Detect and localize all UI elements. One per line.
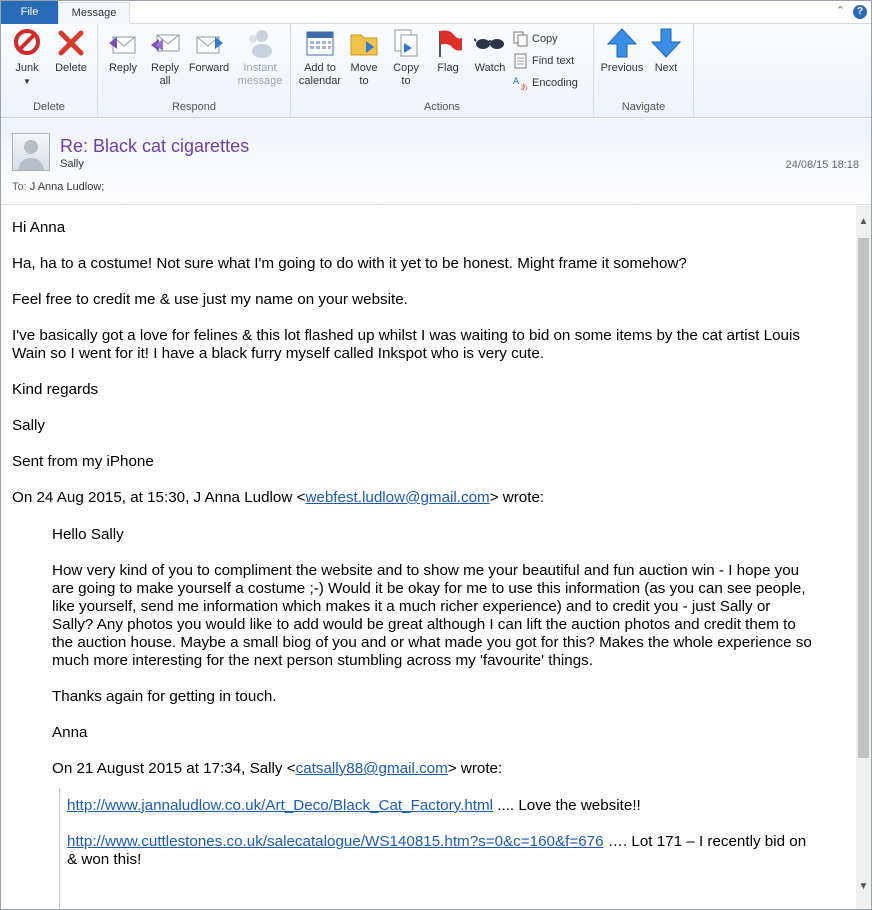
next-button[interactable] bbox=[648, 27, 684, 75]
quote1-paragraph: How very kind of you to compliment the website and to show me your beautiful and fun auction win - I hope you are going to make yourself a costume ;-) Would it be okay for me to use this information (as you can see people, like yourself, send me information which makes it a much richer experience) and to credit you - just Sally or Sally? Any photos you would like to add would be great although I can lift the auction photos and credit them to the auction house. Maybe a small biog of you and or what made you got for this? Makes the whole experience so much more interesting for the next person stumbling across my 'favourite' things. bbox=[52, 562, 812, 669]
quote2-intro-pre: On 21 August 2015 at 17:34, Sally < bbox=[52, 760, 296, 777]
instant-message-label-1: Instant bbox=[243, 62, 277, 74]
tab-message[interactable]: Message bbox=[58, 2, 130, 25]
forward-button[interactable] bbox=[187, 27, 231, 75]
flag-label: Flag bbox=[437, 62, 459, 74]
copy-label: Copy bbox=[532, 33, 558, 45]
reply-all-icon bbox=[149, 27, 181, 59]
copy-to-label-2: to bbox=[401, 75, 411, 87]
junk-button[interactable] bbox=[9, 27, 45, 88]
message-body bbox=[1, 206, 856, 909]
tab-file[interactable]: File bbox=[1, 1, 58, 24]
svg-text:あ: あ bbox=[520, 83, 528, 92]
quote1-email-link[interactable]: webfest.ludlow@gmail.com bbox=[305, 489, 490, 506]
next-label: Next bbox=[654, 62, 678, 74]
quote2-link-2[interactable]: http://www.cuttlestones.co.uk/salecatalogue/WS140815.htm?s=0&c=160&f=676 bbox=[67, 833, 604, 850]
group-delete bbox=[1, 24, 98, 116]
forward-label: Forward bbox=[188, 62, 230, 74]
flag-icon bbox=[432, 27, 464, 59]
group-label-actions: Actions bbox=[423, 101, 461, 113]
reply-all-button[interactable] bbox=[145, 27, 185, 88]
body-greeting: Hi Anna bbox=[12, 219, 66, 236]
quote1-thanks: Thanks again for getting in touch. bbox=[52, 688, 277, 705]
to-line bbox=[12, 181, 104, 193]
previous-icon bbox=[606, 27, 638, 59]
help-icon[interactable]: ? bbox=[853, 5, 867, 19]
copy-to-label-1: Copy bbox=[393, 62, 419, 74]
find-text-label: Find text bbox=[532, 55, 575, 67]
instant-message-label-2: message bbox=[237, 75, 283, 87]
to-label: To: bbox=[12, 181, 27, 193]
move-to-label-2: to bbox=[359, 75, 369, 87]
copy-to-icon bbox=[390, 27, 422, 59]
watch-label: Watch bbox=[474, 62, 506, 74]
vertical-scrollbar[interactable] bbox=[856, 206, 871, 909]
previous-label: Previous bbox=[600, 62, 644, 74]
quote1-greeting: Hello Sally bbox=[52, 526, 124, 543]
encoding-icon bbox=[513, 75, 529, 91]
reply-button[interactable] bbox=[105, 27, 141, 75]
add-to-calendar-label-1: Add to bbox=[304, 62, 336, 74]
quote2-link-1-after: .... Love the website!! bbox=[493, 797, 641, 814]
instant-message-button[interactable] bbox=[235, 27, 285, 88]
quote1-intro bbox=[12, 489, 812, 507]
flag-button[interactable] bbox=[431, 27, 465, 75]
body-paragraph-3: I've basically got a love for felines & this lot flashed up whilst I was waiting to bid on some items by the cat artist Louis Wain so I went for it! I have a black furry myself called Inkspot who is very cute. bbox=[12, 327, 800, 362]
message-sender[interactable]: Sally bbox=[60, 158, 84, 170]
message-header bbox=[1, 119, 871, 205]
quote1-intro-post: > wrote: bbox=[489, 489, 545, 506]
copy-to-button[interactable] bbox=[389, 27, 423, 88]
find-text-button[interactable] bbox=[513, 52, 574, 70]
body-paragraph-2: Feel free to credit me & use just my name on your website. bbox=[12, 291, 408, 308]
body-sent-from: Sent from my iPhone bbox=[12, 453, 154, 470]
watch-icon bbox=[474, 27, 506, 59]
reply-icon bbox=[107, 27, 139, 59]
delete-icon bbox=[55, 27, 87, 59]
quote1-signature: Anna bbox=[52, 724, 88, 741]
previous-button[interactable] bbox=[598, 27, 646, 75]
quote2-bar bbox=[59, 788, 60, 909]
scroll-down-icon[interactable]: ▼ bbox=[858, 881, 869, 892]
find-text-icon bbox=[513, 53, 529, 69]
body-paragraph-1: Ha, ha to a costume! Not sure what I'm going to do with it yet to be honest. Might frame it somehow? bbox=[12, 255, 687, 272]
junk-label: Junk bbox=[15, 62, 39, 74]
forward-icon bbox=[193, 27, 225, 59]
group-label-navigate: Navigate bbox=[621, 101, 666, 113]
body-regards: Kind regards bbox=[12, 381, 99, 398]
avatar bbox=[12, 133, 50, 171]
encoding-label: Encoding bbox=[532, 77, 578, 89]
reply-label: Reply bbox=[108, 62, 138, 74]
to-recipient[interactable]: J Anna Ludlow; bbox=[29, 181, 105, 193]
reply-all-label-2: all bbox=[159, 75, 171, 87]
scrollbar-thumb[interactable] bbox=[858, 238, 869, 758]
copy-button[interactable] bbox=[513, 30, 558, 48]
body-signature: Sally bbox=[12, 417, 45, 434]
move-to-label-1: Move bbox=[350, 62, 378, 74]
quote2-email-link[interactable]: catsally88@gmail.com bbox=[295, 760, 448, 777]
encoding-button[interactable] bbox=[513, 74, 578, 92]
ribbon-tabs bbox=[1, 1, 871, 24]
copy-icon bbox=[513, 31, 529, 47]
delete-label: Delete bbox=[55, 62, 87, 74]
next-icon bbox=[650, 27, 682, 59]
add-to-calendar-button[interactable] bbox=[295, 27, 345, 88]
quote2-line-2 bbox=[67, 833, 812, 869]
reply-all-label-1: Reply bbox=[150, 62, 180, 74]
instant-message-icon bbox=[244, 27, 276, 59]
group-respond bbox=[98, 24, 291, 116]
move-to-button[interactable] bbox=[347, 27, 381, 88]
quote2-intro bbox=[52, 760, 812, 778]
quote2-line-1 bbox=[67, 797, 812, 815]
contact-silhouette-icon bbox=[13, 134, 49, 170]
add-to-calendar-label-2: calendar bbox=[298, 75, 342, 87]
junk-icon bbox=[11, 27, 43, 59]
message-date: 24/08/15 18:18 bbox=[785, 159, 859, 171]
calendar-icon bbox=[304, 27, 336, 59]
quote2-link-2-after: …. Lot 171 – I recently bid on & won this! bbox=[67, 833, 807, 868]
group-label-delete: Delete bbox=[33, 101, 65, 113]
scroll-up-icon[interactable]: ▲ bbox=[858, 216, 869, 227]
quote2-link-1[interactable]: http://www.jannaludlow.co.uk/Art_Deco/Black_Cat_Factory.html bbox=[67, 797, 494, 814]
ribbon bbox=[1, 24, 871, 118]
group-label-respond: Respond bbox=[171, 101, 217, 113]
junk-dropdown-icon[interactable]: ▼ bbox=[23, 77, 31, 86]
message-subject: Re: Black cat cigarettes bbox=[60, 136, 250, 156]
watch-button[interactable] bbox=[471, 27, 509, 75]
quote1-intro-pre: On 24 Aug 2015, at 15:30, J Anna Ludlow < bbox=[12, 489, 306, 506]
collapse-ribbon-icon[interactable]: ⌃ bbox=[835, 5, 845, 17]
quote2-intro-post: > wrote: bbox=[447, 760, 503, 777]
svg-text:A: A bbox=[513, 77, 520, 88]
group-actions bbox=[291, 24, 594, 116]
delete-button[interactable] bbox=[51, 27, 91, 75]
move-to-icon bbox=[348, 27, 380, 59]
group-navigate bbox=[594, 24, 694, 116]
